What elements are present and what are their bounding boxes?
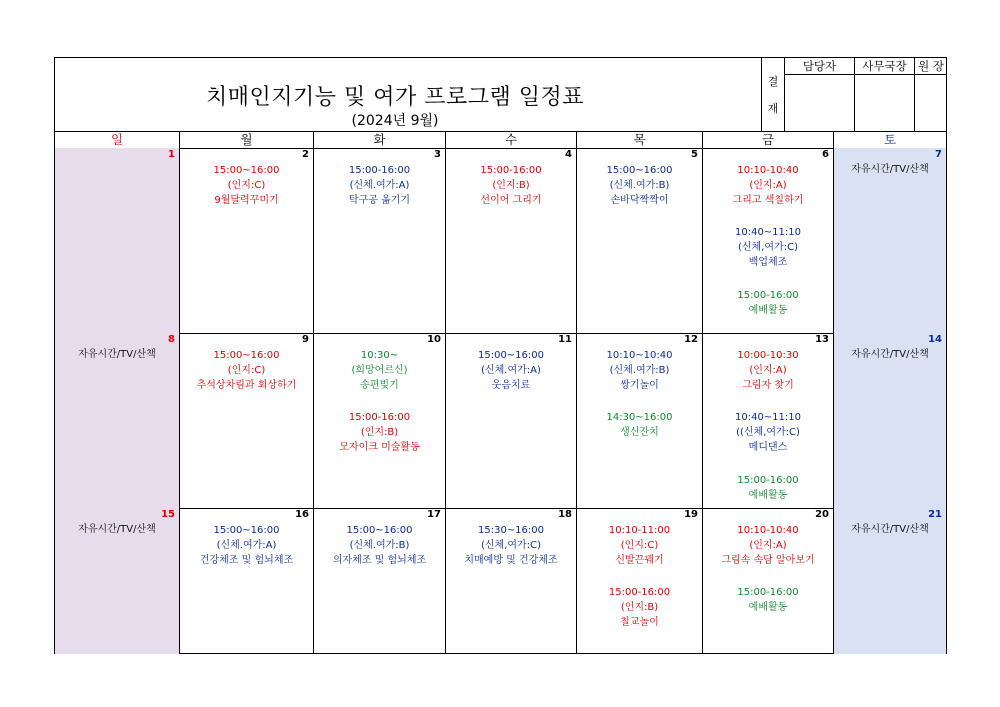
day-cell [313, 508, 445, 654]
event-category: (신체.여가:B) [609, 365, 670, 376]
program-event [703, 163, 833, 208]
day-number: 15 [161, 509, 175, 520]
event-time: 14:30~16:00 [606, 412, 673, 423]
event-category: (신체,여가:C) [738, 242, 798, 253]
day-cell [833, 508, 946, 654]
approval-label-bottom: 재 [767, 102, 779, 115]
event-category: (인지:C) [227, 180, 266, 191]
approval-box [761, 58, 947, 131]
day-cell [55, 333, 179, 508]
event-title: 자유시간/TV/산책 [851, 349, 929, 360]
day-number: 18 [558, 509, 572, 520]
event-title: 자유시간/TV/산책 [78, 349, 156, 360]
event-category: (신체.여가:A) [481, 365, 541, 376]
day-cell [179, 333, 313, 508]
event-category: (신체,여가:C) [481, 540, 541, 551]
event-category: (인지:B) [360, 427, 399, 438]
event-title: 치매예방 및 건강체조 [464, 555, 558, 566]
event-title: 신발끈꿰기 [615, 555, 664, 566]
day-cell [179, 508, 313, 654]
event-category: (인지:B) [492, 180, 530, 191]
event-category: (인지:B) [620, 602, 659, 613]
event-title: 웃음치료 [491, 380, 531, 391]
event-category: (희망어르신) [351, 365, 408, 376]
day-number: 21 [928, 509, 942, 520]
event-title: 예배활동 [748, 490, 788, 501]
event-category: (신체.여가:A) [349, 180, 410, 191]
program-event [834, 347, 946, 362]
day-cell [702, 508, 833, 654]
event-time: 15:00-16:00 [348, 412, 411, 423]
program-event [703, 585, 833, 615]
title-area [55, 58, 735, 131]
event-category: (인지:C) [227, 365, 266, 376]
day-number: 4 [565, 149, 572, 160]
event-time: 15:30~16:00 [477, 525, 544, 536]
event-title: 그림자 찾기 [742, 380, 794, 391]
event-title: 예배활동 [748, 305, 788, 316]
event-title: 손바닥짝짝이 [610, 195, 669, 206]
approval-sign-head [914, 75, 947, 131]
event-title: 의자체조 및 험뇌체조 [332, 555, 427, 566]
day-cell [179, 148, 313, 333]
program-event [703, 523, 833, 568]
day-number: 6 [822, 149, 829, 160]
event-category: (인지:C) [620, 540, 659, 551]
day-cell [55, 148, 179, 333]
day-number: 1 [168, 149, 175, 160]
event-time: 10:10-11:00 [608, 525, 671, 536]
event-title: 자유시간/TV/산책 [78, 524, 156, 535]
event-category: (신체.여가:A) [216, 540, 277, 551]
event-category: (인지:A) [749, 540, 787, 551]
program-event [446, 523, 576, 568]
event-time: 10:10-10:40 [737, 165, 799, 176]
approval-sign-manager [784, 75, 854, 131]
approval-header-director: 사무국장 [854, 58, 914, 75]
program-event [703, 348, 833, 393]
day-number: 19 [684, 509, 698, 520]
event-title: 메디댄스 [748, 442, 788, 453]
event-title: 모자이크 미술활동 [339, 442, 420, 453]
event-time: 10:00-10:30 [737, 350, 799, 361]
day-cell [576, 333, 702, 508]
day-number: 9 [302, 334, 309, 345]
event-time: 15:00~16:00 [477, 350, 544, 361]
event-time: 10:40~11:10 [734, 412, 801, 423]
event-category: ((신체,여가:C) [736, 427, 800, 438]
event-time: 15:00~16:00 [346, 525, 413, 536]
program-event [180, 163, 313, 208]
day-cell [445, 148, 576, 333]
week-row [55, 508, 946, 654]
program-event [577, 523, 702, 568]
program-event [703, 473, 833, 503]
event-title: 그림속 속담 알아보기 [721, 555, 815, 566]
event-title: 쌍기놀이 [620, 380, 659, 391]
day-cell [702, 333, 833, 508]
day-cell [833, 148, 946, 333]
weekday-header-mon: 월 [179, 132, 313, 148]
day-number: 7 [935, 149, 942, 160]
event-time: 15:00~16:00 [213, 525, 280, 536]
event-title: 선이어 그리기 [480, 195, 542, 206]
day-number: 2 [302, 149, 309, 160]
weekday-header-tue: 화 [313, 132, 445, 148]
event-title: 송편빚기 [360, 380, 399, 391]
day-number: 16 [295, 509, 309, 520]
event-category: (신체.여가:B) [609, 180, 670, 191]
program-event [446, 163, 576, 208]
program-event [180, 523, 313, 568]
event-category: (신체.여가:B) [349, 540, 410, 551]
program-event [834, 162, 946, 177]
day-cell [833, 333, 946, 508]
day-number: 11 [558, 334, 572, 345]
program-event [55, 347, 179, 362]
event-category: (인지:A) [749, 365, 787, 376]
day-cell [445, 508, 576, 654]
day-number: 20 [815, 509, 829, 520]
event-category: (인지:A) [749, 180, 787, 191]
event-title: 예배활동 [748, 602, 788, 613]
day-cell [576, 508, 702, 654]
day-cell [313, 333, 445, 508]
day-cell [576, 148, 702, 333]
day-number: 12 [684, 334, 698, 345]
event-time: 15:00-16:00 [608, 587, 671, 598]
event-title: 그리고 색칠하기 [732, 195, 804, 206]
program-event [577, 585, 702, 630]
event-time: 10:30~ [360, 350, 399, 361]
weekday-header [55, 131, 946, 149]
event-title: 건강체조 및 험뇌체조 [199, 555, 294, 566]
day-number: 13 [815, 334, 829, 345]
weekday-header-fri: 금 [702, 132, 833, 148]
program-event [55, 522, 179, 537]
program-event [703, 410, 833, 455]
event-title: 추석상차림과 회상하기 [196, 380, 297, 391]
program-event [180, 348, 313, 393]
program-event [577, 410, 702, 440]
day-cell [702, 148, 833, 333]
day-cell [55, 508, 179, 654]
approval-sign-director [854, 75, 914, 131]
event-title: 자유시간/TV/산책 [851, 164, 929, 175]
weekday-header-wed: 수 [445, 132, 576, 148]
program-event [703, 225, 833, 270]
program-event [577, 348, 702, 393]
program-event [834, 522, 946, 537]
event-time: 15:00~16:00 [606, 165, 673, 176]
schedule-sheet [54, 57, 947, 654]
page-title: 치매인지기능 및 여가 프로그램 일정표 [205, 85, 584, 110]
day-cell [445, 333, 576, 508]
event-time: 10:40~11:10 [734, 227, 801, 238]
weekday-header-sun: 일 [110, 132, 124, 147]
day-number: 3 [434, 149, 441, 160]
event-title: 칠교놀이 [620, 617, 659, 628]
event-title: 자유시간/TV/산책 [851, 524, 929, 535]
approval-label-top: 결 [767, 75, 779, 88]
event-time: 15:00-16:00 [348, 165, 411, 176]
weekday-header-sat: 토 [833, 132, 946, 148]
event-title: 백업체조 [748, 257, 788, 268]
page-subtitle: (2024년 9월) [351, 113, 439, 129]
day-number: 5 [691, 149, 698, 160]
event-time: 15:00~16:00 [213, 350, 280, 361]
day-number: 14 [928, 334, 942, 345]
approval-header-head: 원 장 [914, 58, 947, 75]
program-event [703, 288, 833, 318]
day-number: 10 [427, 334, 441, 345]
event-time: 15:00-16:00 [480, 165, 542, 176]
event-time: 15:00~16:00 [213, 165, 280, 176]
program-event [314, 348, 445, 393]
program-event [446, 348, 576, 393]
program-event [577, 163, 702, 208]
weekday-header-thu: 목 [576, 132, 702, 148]
program-event [314, 163, 445, 208]
week-row [55, 333, 946, 509]
event-time: 15:00-16:00 [737, 475, 799, 486]
program-event [314, 410, 445, 455]
program-event [314, 523, 445, 568]
event-title: 9월달력꾸미기 [214, 195, 279, 206]
event-title: 탁구공 옮기기 [348, 195, 411, 206]
approval-header-manager: 담당자 [784, 58, 854, 75]
event-time: 10:10-10:40 [737, 525, 799, 536]
event-time: 15:00-16:00 [737, 587, 799, 598]
event-time: 10:10~10:40 [606, 350, 673, 361]
day-number: 8 [168, 334, 175, 345]
week-row [55, 148, 946, 334]
event-time: 15:00-16:00 [737, 290, 799, 301]
day-number: 17 [427, 509, 441, 520]
day-cell [313, 148, 445, 333]
event-title: 생신잔치 [620, 427, 659, 438]
